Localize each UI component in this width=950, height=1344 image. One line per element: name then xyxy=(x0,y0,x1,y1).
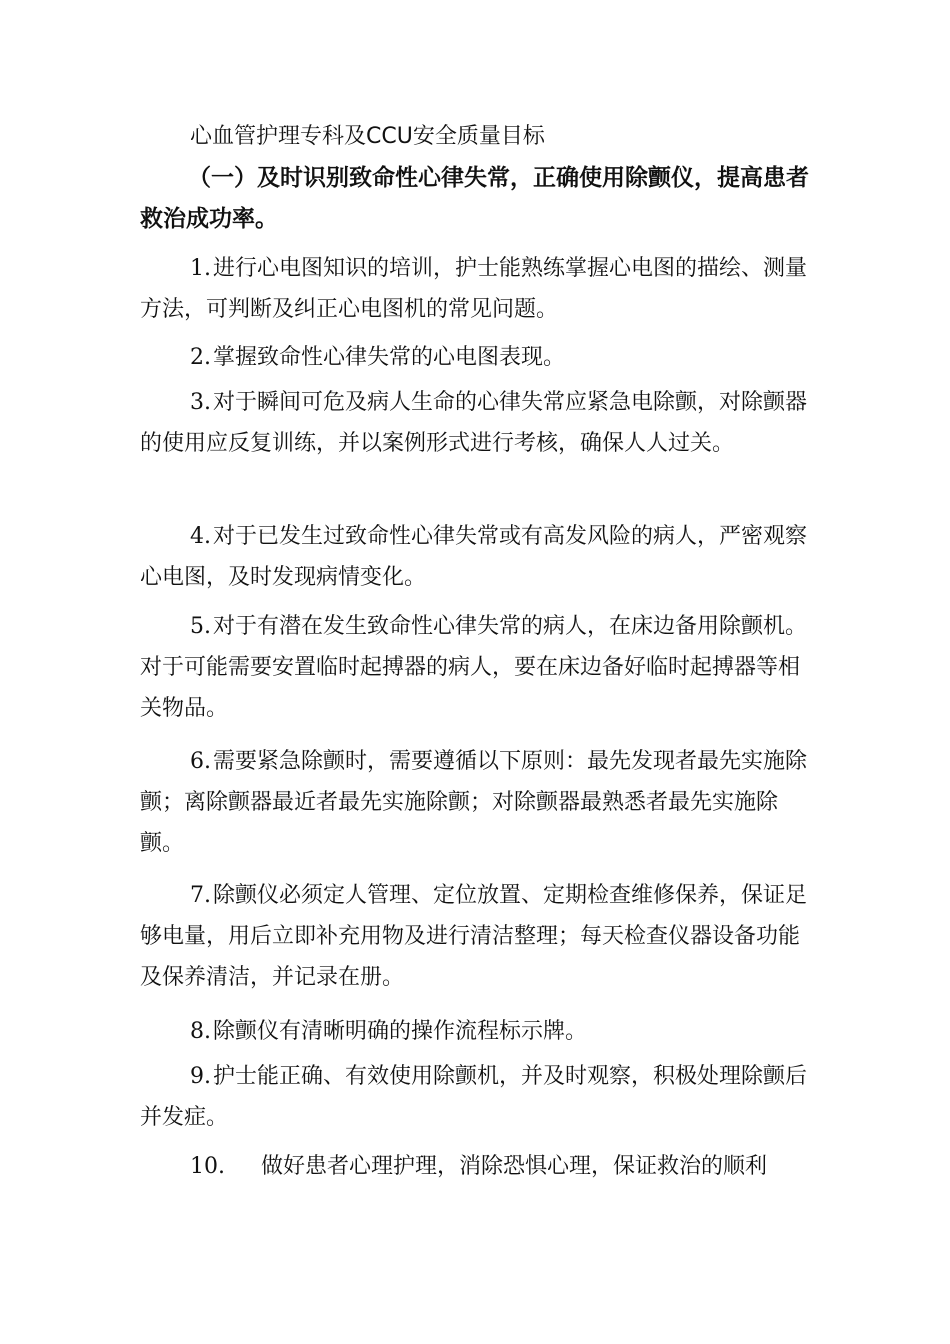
item-number: 3. xyxy=(190,390,211,415)
item-text: 掌握致命性心律失常的心电图表现。 xyxy=(213,345,566,370)
item-number: 10. xyxy=(190,1154,225,1179)
item-text: 需要紧急除颤时，需要遵循以下原则：最先发现者最先实施除颤；离除颤器最近者最先实施除颤；对除颤器最熟悉者最先实施除颤。 xyxy=(140,749,808,856)
item-number: 6. xyxy=(190,749,211,774)
item-number: 7. xyxy=(190,883,211,908)
item-text: 进行心电图知识的培训，护士能熟练掌握心电图的描绘、测量方法，可判断及纠正心电图机的常见问题。 xyxy=(140,256,808,322)
document-title: 心血管护理专科及CCU安全质量目标 xyxy=(190,124,545,149)
list-item xyxy=(140,337,810,378)
list-item xyxy=(140,248,810,330)
section-heading: （一）及时识别致命性心律失常，正确使用除颤仪，提高患者救治成功率。 xyxy=(140,165,809,232)
item-number: 1. xyxy=(190,256,211,281)
item-number: 2. xyxy=(190,345,211,370)
list-item xyxy=(140,1011,810,1052)
item-text: 做好患者心理护理，消除恐惧心理，保证救治的顺利 xyxy=(261,1154,768,1179)
item-number: 9. xyxy=(190,1064,211,1089)
list-item xyxy=(140,382,810,464)
list-item xyxy=(140,1146,810,1187)
list-item xyxy=(140,1056,810,1138)
list-item xyxy=(140,875,810,998)
item-text: 护士能正确、有效使用除颤机，并及时观察，积极处理除颤后并发症。 xyxy=(140,1064,808,1130)
item-text: 对于已发生过致命性心律失常或有高发风险的病人，严密观察心电图，及时发现病情变化。 xyxy=(140,524,808,590)
item-text: 除颤仪有清晰明确的操作流程标示牌。 xyxy=(213,1019,588,1044)
list-item xyxy=(140,516,810,598)
item-number: 5. xyxy=(190,614,211,639)
list-item xyxy=(140,741,810,864)
item-text: 对于瞬间可危及病人生命的心律失常应紧急电除颤，对除颤器的使用应反复训练，并以案例形式进行考核，确保人人过关。 xyxy=(140,390,808,456)
item-text: 对于有潜在发生致命性心律失常的病人，在床边备用除颤机。对于可能需要安置临时起搏器的病人，要在床边备好临时起搏器等相关物品。 xyxy=(140,614,808,721)
item-number: 8. xyxy=(190,1019,211,1044)
item-text: 除颤仪必须定人管理、定位放置、定期检查维修保养，保证足够电量，用后立即补充用物及进行清洁整理；每天检查仪器设备功能及保养清洁，并记录在册。 xyxy=(140,883,808,990)
list-item xyxy=(140,606,810,729)
item-number: 4. xyxy=(190,524,211,549)
